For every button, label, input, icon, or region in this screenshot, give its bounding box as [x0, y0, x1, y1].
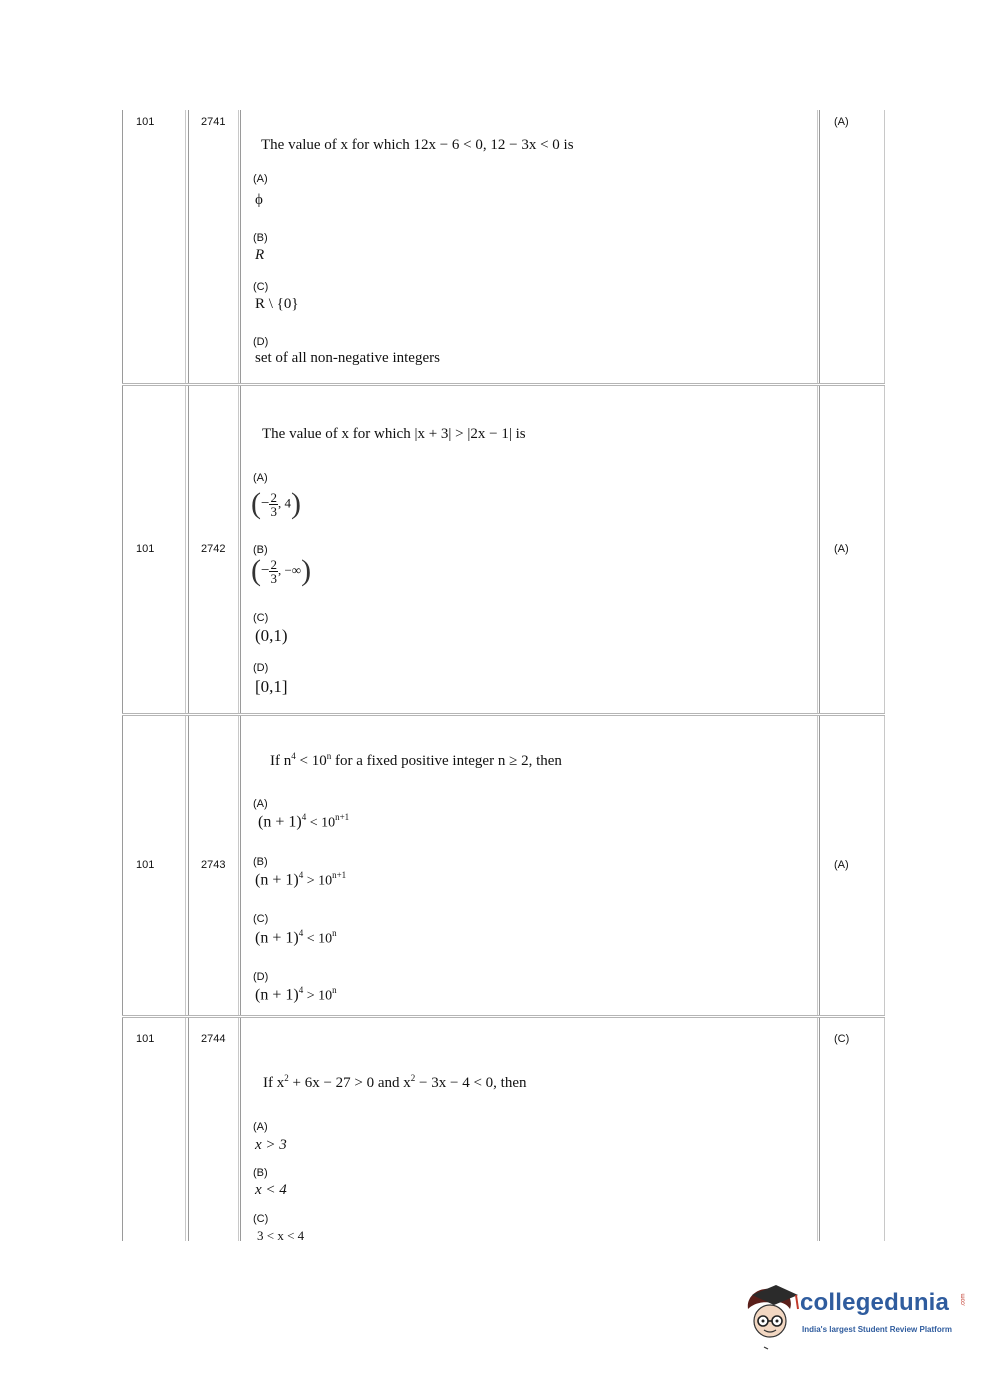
question-id: 2743 — [201, 859, 226, 871]
option-label: (C) — [253, 1213, 269, 1225]
option-label: (B) — [253, 544, 268, 556]
relation: < 10 — [303, 931, 333, 947]
question-id: 2741 — [201, 116, 226, 128]
minus-sign: − — [261, 562, 270, 579]
answer-key: (A) — [834, 859, 849, 871]
option-value: (− $\frac{2}{3}$ , 4) — [251, 487, 301, 520]
option-label: (D) — [253, 971, 269, 983]
relation: > 10 — [303, 873, 333, 889]
subject-code: 101 — [136, 859, 155, 871]
question-part: for a fixed positive integer n ≥ 2, then — [331, 753, 562, 769]
question-part: − 3x − 4 < 0, then — [415, 1075, 527, 1091]
option-value: (0,1) — [255, 626, 288, 645]
answer-cell — [819, 386, 885, 713]
exponent: n+1 — [332, 870, 347, 880]
relation: < 10 — [306, 815, 336, 831]
interval-end: , 4 — [277, 495, 291, 511]
mascot-icon — [742, 1283, 800, 1353]
option-label: (D) — [253, 336, 269, 348]
option-value: 3 < x < 4 — [257, 1228, 305, 1243]
logo-domain: .com — [960, 1293, 967, 1307]
subject-code: 101 — [136, 543, 155, 555]
logo-tagline: India's largest Student Review Platform — [802, 1325, 952, 1334]
option-value: R — [255, 247, 265, 263]
exponent: 2 — [410, 1073, 416, 1083]
subject-cell — [122, 1018, 186, 1241]
subject-code: 101 — [136, 1033, 155, 1045]
option-label: (A) — [253, 1121, 268, 1133]
option-value: R \ {0} — [255, 296, 299, 312]
option-value — [255, 985, 337, 1004]
base: (n + 1) — [255, 929, 299, 947]
question-part: If n — [270, 753, 292, 769]
exponent: 4 — [301, 812, 307, 822]
option-label: (C) — [253, 281, 269, 293]
table-row — [122, 110, 885, 386]
fraction-numerator: 2 — [270, 556, 277, 572]
exponent: n+1 — [335, 812, 350, 822]
question-text — [263, 1073, 527, 1092]
table-row — [122, 1018, 885, 1241]
table-row — [122, 386, 885, 716]
option-label: (B) — [253, 856, 268, 868]
question-text: The value of x for which 12x − 6 < 0, 12 − 3x < 0 is — [261, 137, 574, 153]
exponent: n — [326, 751, 332, 761]
fraction-denominator: 3 — [270, 503, 277, 519]
relation: > 10 — [303, 988, 333, 1004]
fraction — [269, 491, 278, 518]
exponent: 4 — [298, 928, 304, 938]
question-table — [122, 110, 885, 1241]
fraction-denominator: 3 — [270, 570, 277, 586]
option-value — [255, 928, 337, 947]
option-label: (A) — [253, 798, 268, 810]
option-value: ϕ — [255, 192, 263, 208]
question-id-cell — [188, 110, 239, 383]
question-cell — [240, 110, 818, 383]
option-value — [258, 812, 349, 831]
option-label: (B) — [253, 1167, 268, 1179]
option-label: (D) — [253, 662, 269, 674]
base: (n + 1) — [258, 813, 302, 831]
exponent: 4 — [298, 870, 304, 880]
subject-cell — [122, 716, 186, 1015]
logo-wordmark: collegedunia — [800, 1289, 950, 1316]
question-part: + 6x − 27 > 0 and x — [288, 1075, 411, 1091]
question-id: 2744 — [201, 1033, 226, 1045]
table-row — [122, 716, 885, 1018]
exponent: n — [332, 928, 337, 938]
option-value: x < 4 — [255, 1182, 287, 1198]
option-value: (− $\frac{2}{3}$ , −∞) — [251, 554, 312, 587]
question-id: 2742 — [201, 543, 226, 555]
option-label: (A) — [253, 173, 268, 185]
exponent: 4 — [291, 751, 296, 761]
option-label: (B) — [253, 232, 268, 244]
answer-key: (A) — [834, 116, 849, 128]
option-value: [0,1] — [255, 677, 288, 696]
exponent: 2 — [284, 1073, 289, 1083]
exponent: n — [332, 985, 337, 995]
answer-cell — [819, 110, 885, 383]
fraction-numerator: 2 — [270, 489, 277, 505]
subject-cell — [122, 386, 186, 713]
interval-end: , −∞ — [277, 562, 302, 578]
answer-cell — [819, 1018, 885, 1241]
answer-key: (A) — [834, 543, 849, 555]
answer-cell — [819, 716, 885, 1015]
option-label: (A) — [253, 472, 268, 484]
question-cell — [240, 716, 818, 1015]
question-part: If x — [263, 1075, 285, 1091]
exponent: 4 — [298, 985, 304, 995]
minus-sign: − — [261, 495, 270, 512]
question-text — [270, 751, 562, 770]
collegedunia-logo[interactable] — [742, 1283, 972, 1353]
question-id-cell — [188, 386, 239, 713]
question-text: The value of x for which |x + 3| > |2x − 1| is — [262, 426, 526, 442]
fraction — [269, 558, 278, 585]
base: (n + 1) — [255, 871, 299, 889]
option-label: (C) — [253, 913, 269, 925]
question-id-cell — [188, 1018, 239, 1241]
question-id-cell — [188, 716, 239, 1015]
question-cell — [240, 386, 818, 713]
subject-cell — [122, 110, 186, 383]
question-part: < 10 — [295, 753, 327, 769]
answer-key: (C) — [834, 1033, 850, 1045]
option-value: set of all non-negative integers — [255, 350, 440, 366]
base: (n + 1) — [255, 986, 299, 1004]
option-value: x > 3 — [255, 1137, 287, 1153]
option-value — [255, 870, 346, 889]
option-label: (C) — [253, 612, 269, 624]
subject-code: 101 — [136, 116, 155, 128]
question-cell — [240, 1018, 818, 1241]
